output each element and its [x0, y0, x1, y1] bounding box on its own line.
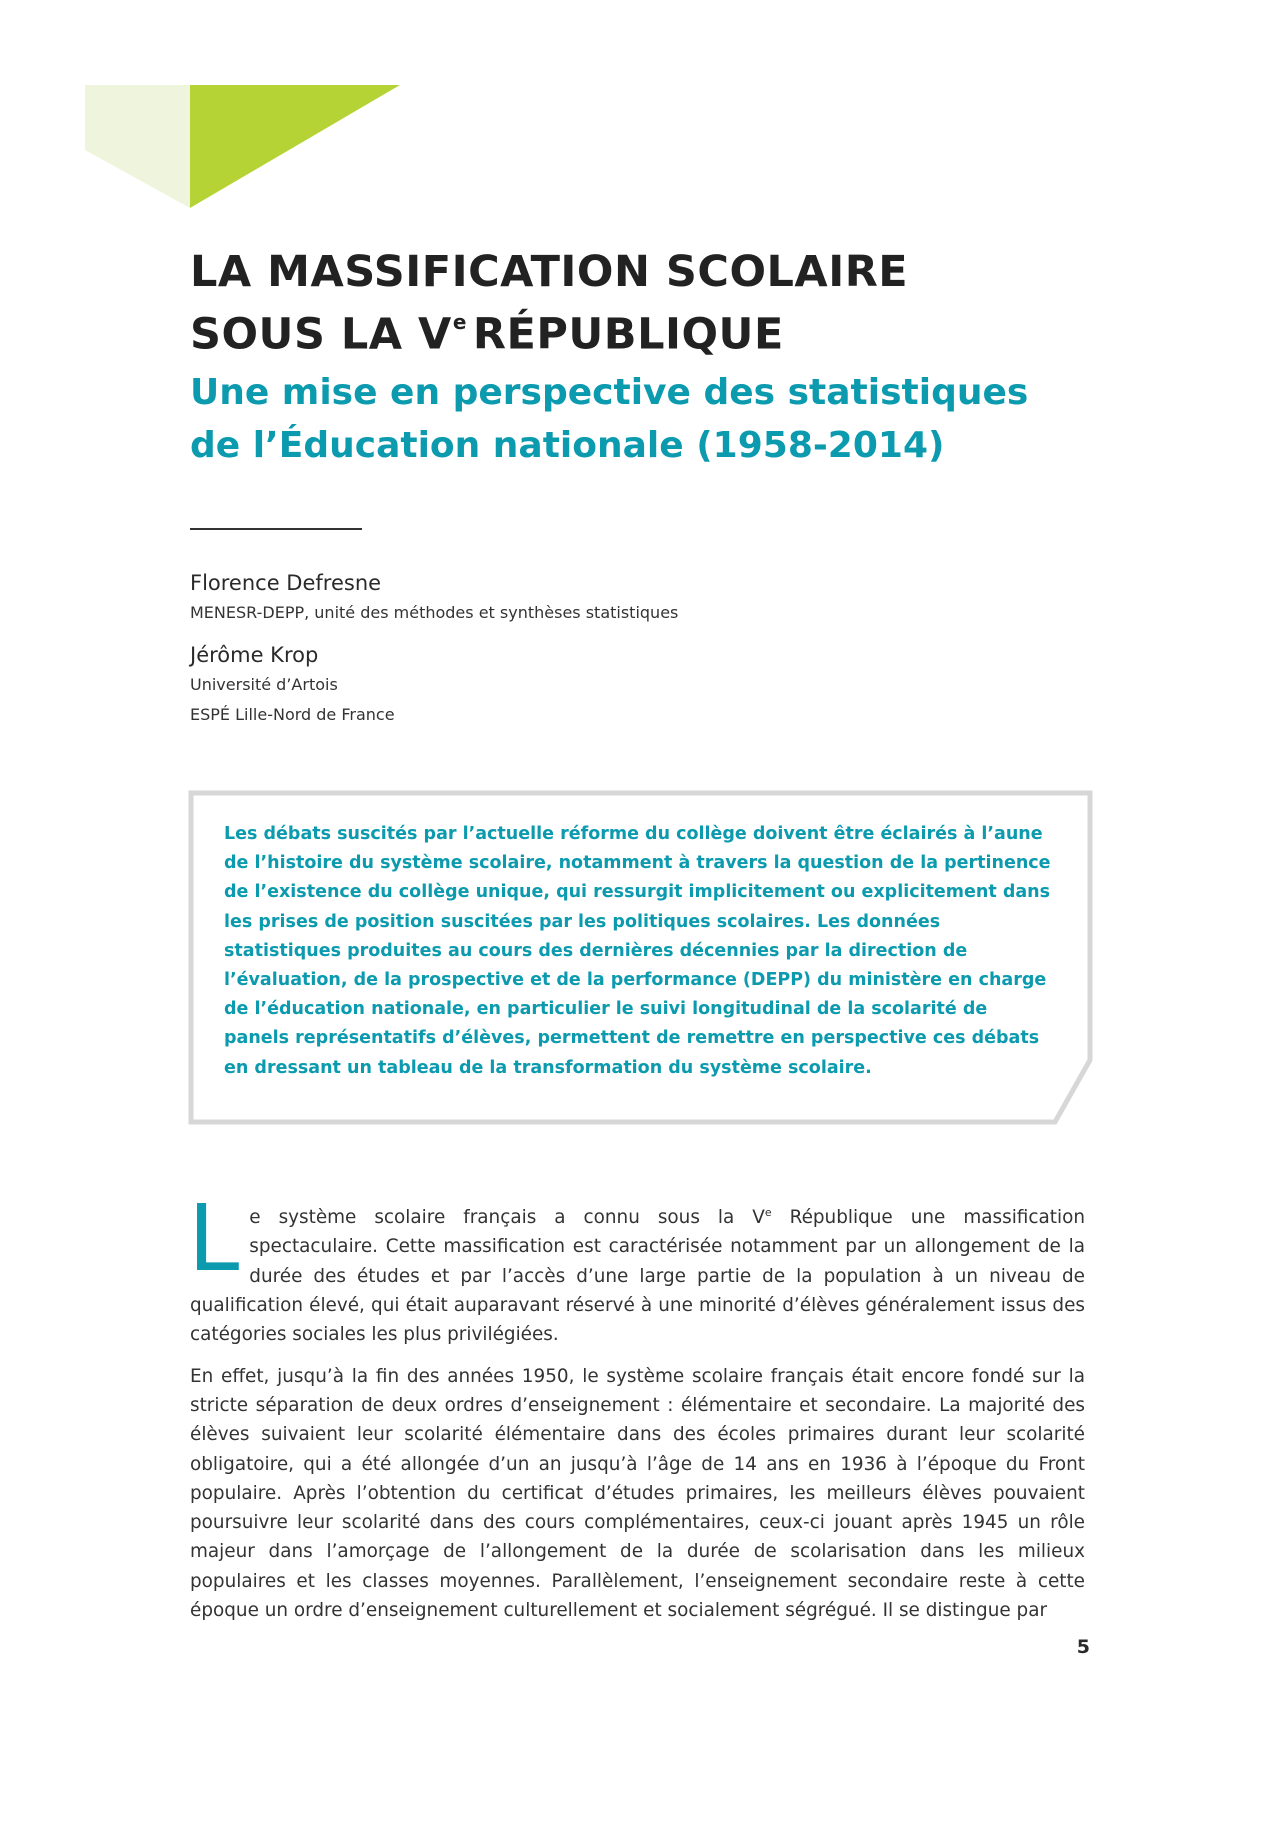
page-title: [190, 245, 1090, 361]
corner-decoration: [0, 0, 420, 220]
author-affiliation: MENESR-DEPP, unité des méthodes et synthèses statistiques: [190, 603, 679, 622]
body-text: [188, 1185, 1085, 1637]
green-triangle: [190, 85, 400, 208]
title-superscript: e: [452, 310, 467, 334]
abstract-text: Les débats suscités par l’actuelle réforme du collège doivent être éclairés à l’aune de l’histoire du système scolaire, notamment à travers la question de la pertinence de l’existence du collège unique, qui ressurgit implicitement ou explicitement dans les prises de position suscitées par les politiques scolaires. Les données statistiques produites au cours des dernières décennies par la direction de l’évaluation, de la prospective et de la performance (DEPP) du ministère en charge de l’éducation nationale, en particulier le suivi longitudinal de la scolarité de panels représentatifs d’élèves, permettent de remettre en perspective ces débats en dressant un tableau de la transformation du système scolaire.: [224, 824, 1051, 1078]
author-block: [190, 568, 990, 628]
title-line-2-post: RÉPUBLIQUE: [472, 309, 784, 360]
author-name: Jérôme Krop: [190, 643, 319, 667]
title-line-2-pre: SOUS LA V: [190, 309, 452, 360]
drop-cap: L: [188, 1185, 240, 1292]
body-paragraph-1: [188, 1185, 1085, 1350]
subtitle-line-1: Une mise en perspective des statistiques: [190, 372, 1029, 413]
author-affiliation: Université d’Artois: [190, 675, 338, 694]
abstract-box: [188, 790, 1093, 1125]
body-paragraph-2: En effet, jusqu’à la fin des années 1950, le système scolaire français était encore fondé sur la stricte séparation de deux ordres d’enseignement : élémentaire et secondaire. La majorité des élèves suivaient leur scolarité élémentaire dans des écoles primaires durant leur scolarité obligatoire, qui a été allongée d’un an jusqu’à l’âge de 14 ans en 1936 à l’époque du Front populaire. Après l’obtention du certificat d’études primaires, les meilleurs élèves pouvaient poursuivre leur scolarité dans des cours complémentaires, ceux-ci jouant après 1945 un rôle majeur dans l’amorçage de l’allongement de la durée de scolarisation dans les milieux populaires et les classes moyennes. Parallèlement, l’enseignement secondaire reste à cette époque un ordre d’enseignement culturellement et socialement ségrégué. Il se distingue par: [190, 1365, 1085, 1621]
page-subtitle: [190, 366, 1110, 472]
paragraph-1-part-2: République une massification spectaculaire. Cette massification est caractérisée notamment par un allongement de la durée des études et par l’accès d’une large partie de la population à un niveau de qualification élevé, qui était auparavant réservé à une minorité d’élèves généralement issus des catégories sociales les plus privilégiées.: [190, 1207, 1085, 1346]
title-divider: [190, 528, 362, 530]
pale-green-triangle: [85, 85, 190, 208]
title-line-1: LA MASSIFICATION SCOLAIRE: [190, 247, 909, 297]
author-affiliation: ESPÉ Lille-Nord de France: [190, 705, 395, 724]
paragraph-1-superscript: e: [764, 1206, 772, 1219]
subtitle-line-2: de l’Éducation nationale (1958-2014): [190, 425, 945, 466]
author-name: Florence Defresne: [190, 571, 382, 595]
author-block: [190, 640, 990, 730]
page-number: 5: [1076, 1636, 1090, 1658]
authors-section: [190, 568, 990, 730]
paragraph-1-part-1: e système scolaire français a connu sous la V: [249, 1207, 765, 1229]
